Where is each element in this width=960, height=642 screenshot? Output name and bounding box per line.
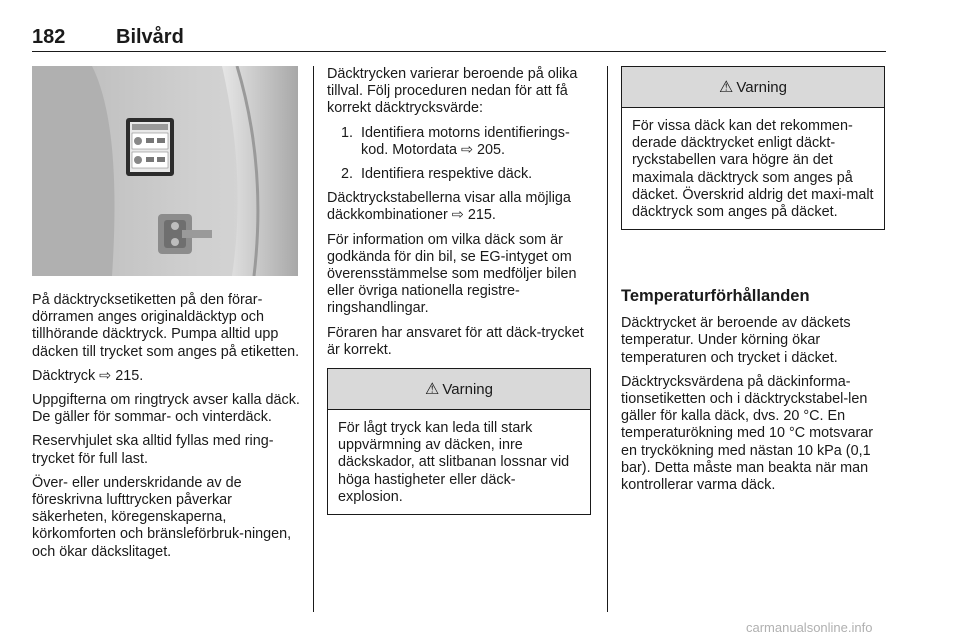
page-header [32,26,886,50]
paragraph: Däcktryckstabellerna visar alla möjliga däckkombinationer ⇨ 215. [327,190,571,224]
paragraph: Uppgifterna om ringtryck avser kalla däck. De gäller för sommar- och vinterdäck. [32,392,300,426]
warning-title: Varning [736,78,787,96]
column-divider-left [313,66,314,612]
paragraph: Över- eller underskridande av de föreskrivna lufttrycken påverkar säkerheten, köregenskaperna, körkomforten och bränsleförbruk-ningen, och ökar däckslitaget. [32,474,292,560]
paragraph: På däcktrycksetiketten på den förar-dörramen anges originaldäcktyp och tillhörande däcktryck. Pumpa alltid upp däcken till trycket som anges på etiketten. [32,292,300,360]
step-text: Identifiera respektive däck. [361,166,533,183]
warning-triangle-icon: ⚠ [425,381,440,398]
step-text: Identifiera motorns identifierings-kod. Motordata ⇨ 205. [361,124,570,158]
right-column [621,288,887,501]
paragraph: Däcktrycksvärdena på däckinforma-tionsetiketten och i däcktryckstabel-len gäller för kalla däck, dvs. 20 °C. En temperaturökning med 10 °C motsvarar en tryckökning med nästan 10 kPa (0,1 bar). Detta måste man beakta när man kontrollerar varma däck. [621,373,874,494]
warning-box-max-pressure [621,66,885,230]
warning-box-low-pressure [327,368,591,515]
door-frame-illustration [32,66,298,276]
warning-triangle-icon: ⚠ [719,79,734,96]
column-divider-right [607,66,608,612]
paragraph: Föraren har ansvaret för att däck-trycket är korrekt. [327,324,584,358]
step-number: 2. [340,166,353,183]
paragraph: Reservhjulet ska alltid fyllas med ring-trycket för full last. [32,433,274,467]
header-rule [32,51,886,52]
tire-label-photo [32,66,298,276]
procedure-list [327,125,593,184]
watermark: carmanualsonline.info [746,620,873,635]
warning-header [622,67,884,108]
page-number: 182 [32,26,66,48]
paragraph: Däcktrycket är beroende av däckets temperatur. Under körning ökar temperaturen och trycket i däcket. [621,315,851,366]
warning-header [328,369,590,410]
paragraph: För information om vilka däck som är godkända för din bil, se EG-intyget om överensstämmelse som medföljer bilen eller övriga nationella registre-ringshandlingar. [327,231,577,317]
list-item [327,125,593,159]
left-column [32,292,304,568]
list-item [327,166,593,183]
warning-title: Varning [442,380,493,398]
step-number: 1. [340,124,353,141]
intro-paragraph: Däcktrycken varierar beroende på olika tillval. Följ proceduren nedan för att få korrekt däcktrycksvärde: [327,66,578,117]
warning-text: För vissa däck kan det rekommen-derade däcktrycket enligt däckt-ryckstabellen vara högre än det maximala däcktryck som anges på däcket. Överskrid aldrig det maxi-malt däcktryck som anges på däcket. [632,118,874,221]
chapter-title: Bilvård [116,26,184,48]
section-heading: Temperaturförhållanden [621,287,810,305]
paragraph-cross-reference: Däcktryck ⇨ 215. [32,367,144,384]
middle-column [327,66,593,366]
warning-text: För lågt tryck kan leda till stark uppvärmning av däcken, inre däckskador, att slitbanan lossnar vid höga hastigheter eller däck-explosion. [338,420,570,505]
